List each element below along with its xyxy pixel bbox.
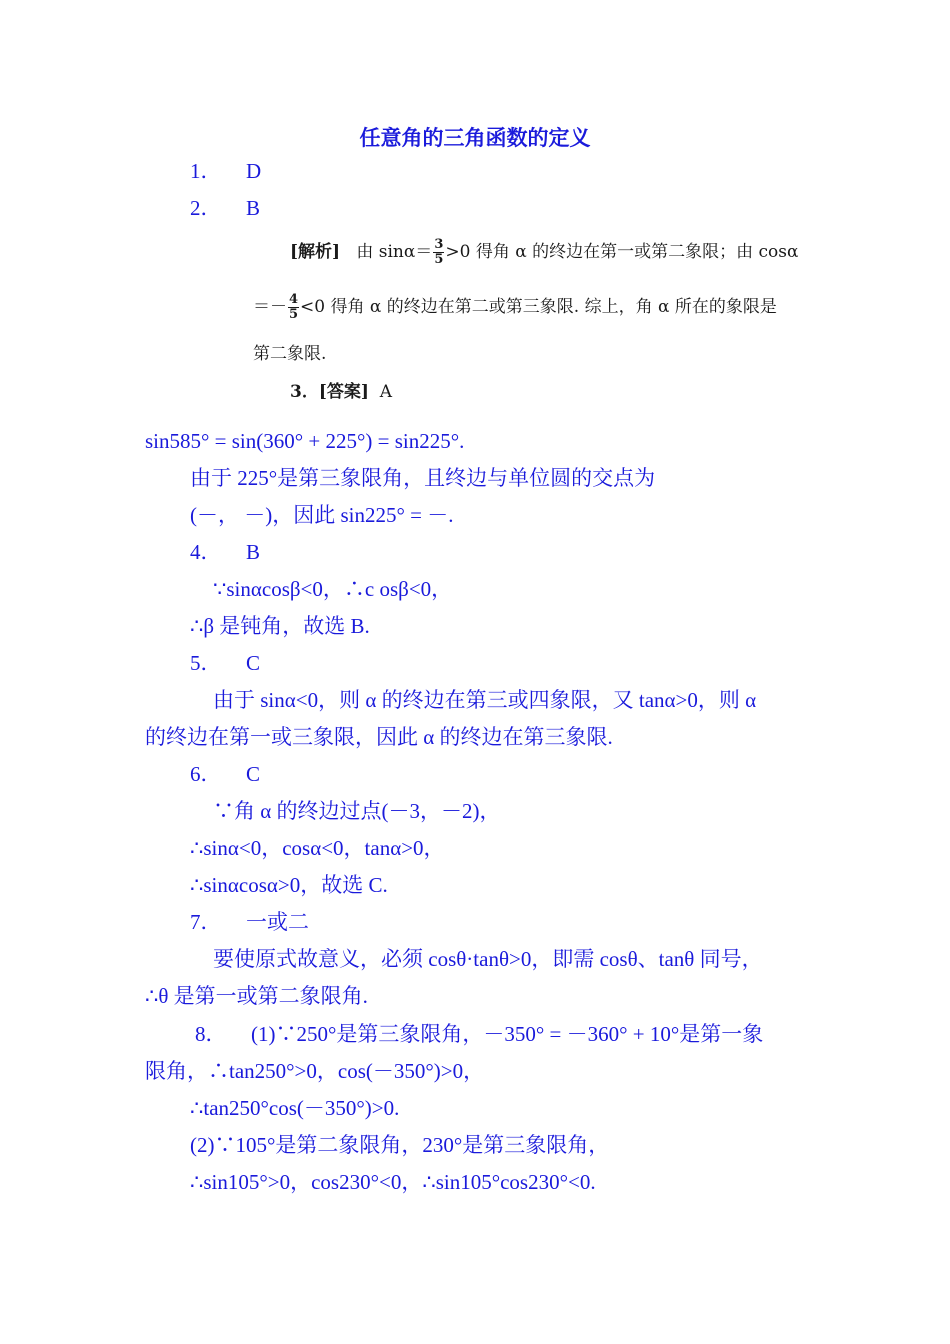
answer-7-line-1: 要使原式故意义，必须 cosθ·tanθ>0，即需 cosθ、tanθ 同号， <box>213 947 763 971</box>
answer-1 <box>190 158 261 184</box>
answer-8-line-3: ∴tan250°cos(－350°)>0. <box>190 1096 400 1120</box>
question-number: 6． <box>190 762 222 786</box>
answer-5 <box>190 650 260 676</box>
answer-3-line-1: sin585° = sin(360° + 225°) = sin225°. <box>145 429 465 453</box>
answer-8-line-2: 限角，∴tan250°>0，cos(－350°)>0， <box>145 1059 485 1083</box>
answer-value: D <box>246 159 262 183</box>
answer-3-header <box>290 380 392 404</box>
fraction-3-5 <box>433 238 444 267</box>
answer-2 <box>190 195 260 221</box>
explanation-2-line-3: 第二象限. <box>253 344 327 364</box>
answer-value: B <box>246 540 261 564</box>
answer-6-line-2: ∴sinα<0，cosα<0，tanα>0， <box>190 836 445 860</box>
answer-value: A <box>379 382 393 402</box>
explanation-2-line-1 <box>290 238 798 267</box>
answer-value: C <box>246 762 261 786</box>
answer-5-line-2: 的终边在第一或三象限，因此 α 的终边在第三象限. <box>145 725 613 749</box>
question-number: 7． <box>190 910 222 934</box>
answer-4-line-2: ∴β 是钝角，故选 B. <box>190 614 370 638</box>
page-title: 任意角的三角函数的定义 <box>359 126 591 150</box>
answer-6 <box>190 761 260 787</box>
answer-6-line-1: ∵角 α 的终边过点(－3，－2)， <box>213 799 501 823</box>
question-number: 2． <box>190 196 222 220</box>
fraction-denominator: 5 <box>289 307 299 322</box>
answer-6-line-3: ∴sinαcosα>0，故选 C. <box>190 873 388 897</box>
answer-4 <box>190 539 260 565</box>
answer-5-line-1: 由于 sinα<0，则 α 的终边在第三或四象限，又 tanα>0，则 α <box>213 688 757 712</box>
fraction-4-5 <box>288 293 299 322</box>
fraction-numerator: 4 <box>289 292 299 307</box>
answer-value: 一或二 <box>246 910 309 934</box>
answer-value: B <box>246 196 261 220</box>
answer-7-line-2: ∴θ 是第一或第二象限角. <box>145 984 368 1008</box>
analysis-tag: [解析] <box>290 242 341 262</box>
question-number: 4． <box>190 540 222 564</box>
explanation-2-line-2 <box>253 293 777 322</box>
question-number: 5． <box>190 651 222 675</box>
answer-value: C <box>246 651 261 675</box>
explanation-text: 由 sinα＝ <box>356 242 433 262</box>
answer-3-line-3: (－， －)，因此 sin225° = －. <box>190 503 454 527</box>
answer-tag: [答案] <box>318 382 369 402</box>
answer-7 <box>190 909 309 935</box>
answer-8-line-1 <box>195 1021 763 1047</box>
answer-8-line-4: (2)∵105°是第二象限角，230°是第三象限角， <box>190 1133 610 1157</box>
answer-text: (1)∵250°是第三象限角，－350° = －360° + 10°是第一象 <box>251 1022 764 1046</box>
question-number: 8． <box>195 1022 227 1046</box>
question-number: 1． <box>190 159 222 183</box>
answer-8-line-5: ∴sin105°>0，cos230°<0，∴sin105°cos230°<0. <box>190 1170 596 1194</box>
answer-4-line-1: ∵sinαcosβ<0，∴c osβ<0， <box>213 577 453 601</box>
fraction-numerator: 3 <box>434 237 444 252</box>
fraction-denominator: 5 <box>434 252 444 267</box>
explanation-text: >0 得角 α 的终边在第一或第二象限；由 cosα <box>445 242 799 262</box>
explanation-text: <0 得角 α 的终边在第二或第三象限. 综上，角 α 所在的象限是 <box>300 297 777 317</box>
answer-3-line-2: 由于 225°是第三象限角，且终边与单位圆的交点为 <box>190 466 656 490</box>
explanation-text: ＝－ <box>253 297 287 317</box>
question-number: 3． <box>290 382 319 402</box>
